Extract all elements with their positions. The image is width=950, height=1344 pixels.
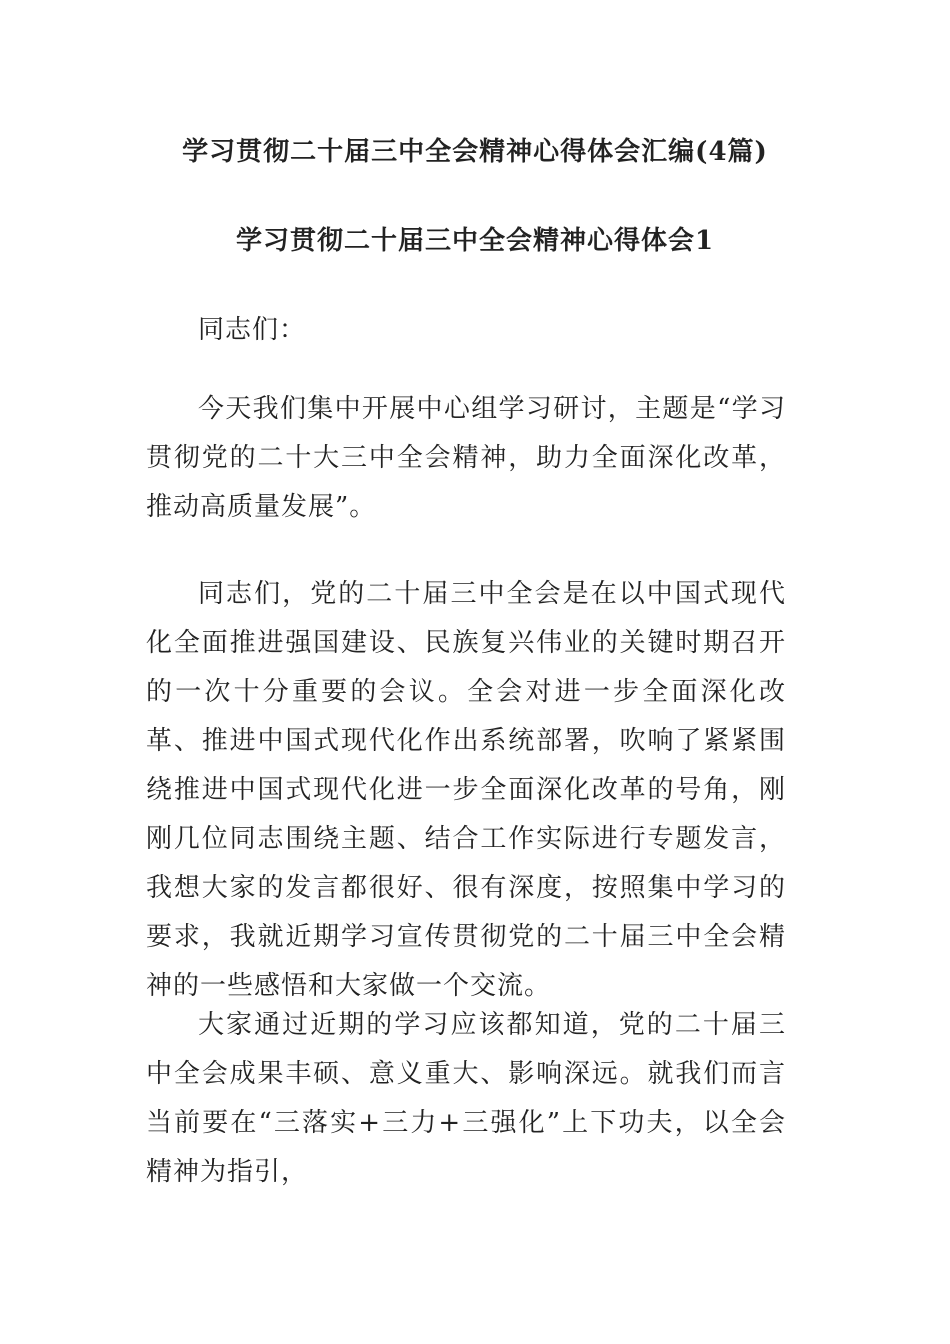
section-title: 学习贯彻二十届三中全会精神心得体会1	[235, 226, 715, 256]
paragraph: 今天我们集中开展中心组学习研讨，主题是“学习贯彻党的二十大三中全会精神，助力全面深化改革，推动高质量发展”。	[146, 394, 786, 522]
paragraph: 大家通过近期的学习应该都知道，党的二十届三中全会成果丰硕、意义重大、影响深远。就我们而言当前要在“三落实+三力+三强化”上下功夫，以全会精神为指引，	[146, 1010, 786, 1187]
paragraph: 同志们，党的二十届三中全会是在以中国式现代化全面推进强国建设、民族复兴伟业的关键时期召开的一次十分重要的会议。全会对进一步全面深化改革、推进中国式现代化作出系统部署，吹响了紧紧围绕推进中国式现代化进一步全面深化改革的号角，刚刚几位同志围绕主题、结合工作实际进行专题发言，我想大家的发言都很好、很有深度，按照集中学习的要求，我就近期学习宣传贯彻党的二十届三中全会精神的一些感悟和大家做一个交流。	[146, 579, 786, 1001]
salutation: 同志们：	[198, 315, 307, 345]
document-title: 学习贯彻二十届三中全会精神心得体会汇编(4篇)	[182, 137, 768, 167]
